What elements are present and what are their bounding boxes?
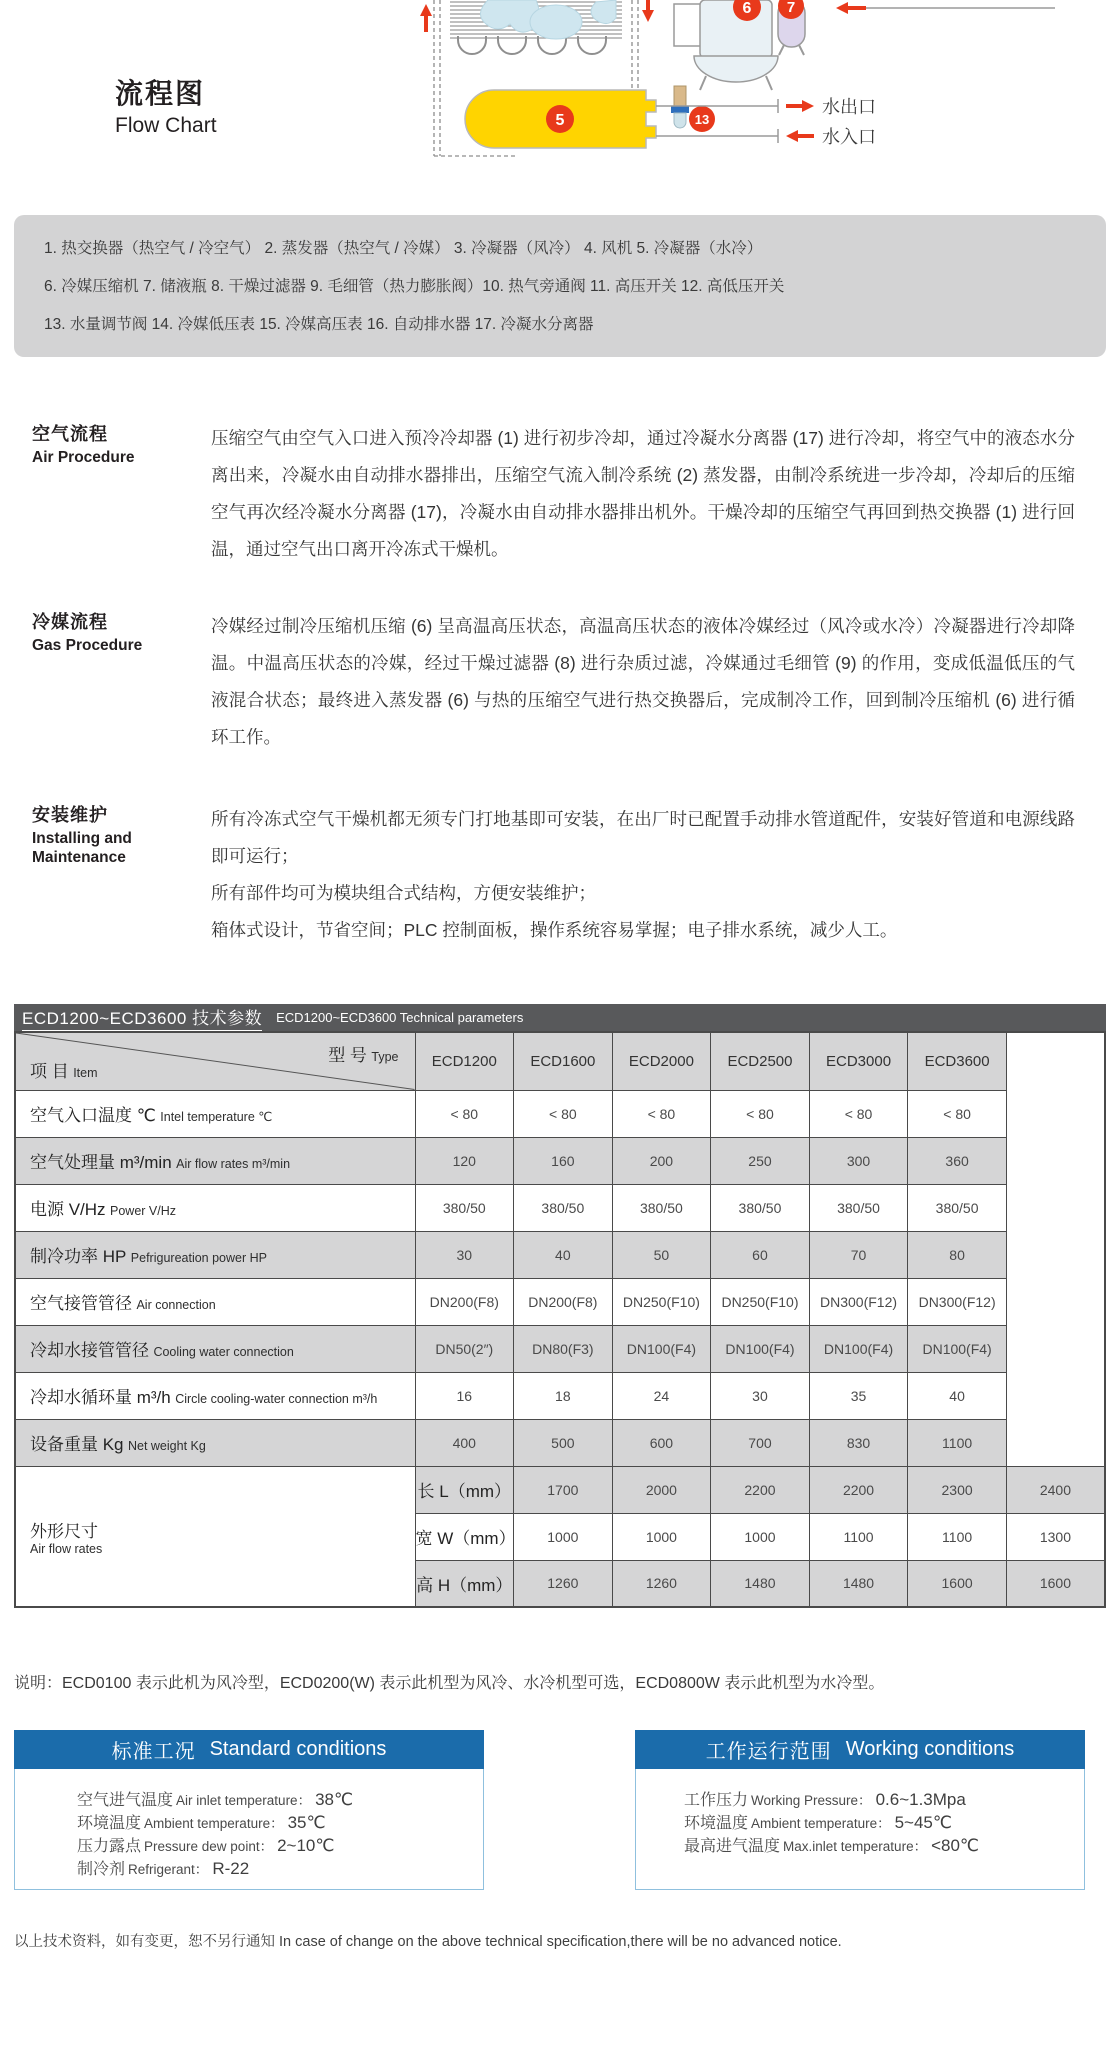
spec-cell: 40	[514, 1231, 613, 1278]
condition-line	[684, 1812, 1084, 1835]
flow-chart-title-cn: 流程图	[115, 78, 206, 109]
dim-row-label	[415, 1466, 514, 1513]
spec-cell: 380/50	[612, 1184, 711, 1231]
spec-cell: 1700	[514, 1466, 613, 1513]
dim-label-text: 长 L（mm）	[417, 1482, 512, 1501]
cond-value: <80℃	[931, 1836, 980, 1855]
condition-line	[684, 1835, 1084, 1858]
row-label-en: Net weight Kg	[127, 1439, 206, 1453]
row-label	[15, 1325, 415, 1372]
working-conditions-box	[635, 1730, 1085, 1890]
spec-cell: 1480	[711, 1560, 810, 1607]
spec-cell: DN250(F10)	[711, 1278, 810, 1325]
corner-type-en: Type	[371, 1050, 399, 1064]
row-label	[15, 1372, 415, 1419]
coil-u-tubes	[458, 36, 606, 54]
dims-group-en: Air flow rates	[30, 1541, 103, 1556]
cold-air-blobs	[480, 0, 616, 39]
section-body	[211, 420, 1075, 568]
legend-line: 1. 热交换器（热空气 / 冷空气） 2. 蒸发器（热空气 / 冷媒） 3. 冷凝器（风冷） 4. 风机 5. 冷凝器（水冷）	[44, 240, 763, 257]
section-body	[211, 608, 1075, 756]
table-title-bar	[14, 1004, 1106, 1031]
badge-13: 13	[694, 112, 710, 127]
cond-cn: 制冷剂	[77, 1861, 126, 1878]
spec-cell: 2300	[908, 1466, 1007, 1513]
standard-conditions-box	[14, 1730, 484, 1890]
row-label-en: Cooling water connection	[153, 1345, 294, 1359]
corner-item-en: Item	[73, 1065, 98, 1080]
spec-cell: DN50(2″)	[415, 1325, 514, 1372]
table-row	[15, 1372, 1105, 1419]
working-title-cn: 工作运行范围	[705, 1741, 832, 1763]
badge-5: 5	[555, 112, 565, 129]
spec-cell: 35	[809, 1372, 908, 1419]
standard-conditions-body	[14, 1769, 484, 1890]
spec-cell: 700	[711, 1419, 810, 1466]
section-title-en: Gas Procedure	[32, 637, 143, 654]
water-outlet-arrow	[786, 100, 814, 112]
flow-chart-title-en: Flow Chart	[115, 114, 217, 137]
spec-cell: 2200	[711, 1466, 810, 1513]
spec-cell: DN100(F4)	[908, 1325, 1007, 1372]
spec-cell: DN300(F12)	[809, 1278, 908, 1325]
spec-cell: 1100	[908, 1419, 1007, 1466]
table-row	[15, 1231, 1105, 1278]
section-paragraph: 箱体式设计，节省空间；PLC 控制面板，操作系统容易掌握；电子排水系统，减少人工。	[211, 920, 898, 940]
spec-cell: 380/50	[908, 1184, 1007, 1231]
corner-cell	[15, 1032, 415, 1090]
spec-cell: 60	[711, 1231, 810, 1278]
component-legend	[14, 215, 1106, 357]
condition-line	[77, 1812, 483, 1835]
row-label-cn: 电源 V/Hz	[30, 1200, 106, 1219]
row-label-cn: 制冷功率 HP	[30, 1247, 127, 1266]
spec-cell: 2200	[809, 1466, 908, 1513]
cond-value: 0.6~1.3Mpa	[875, 1790, 966, 1809]
row-label-en: Air connection	[136, 1298, 216, 1312]
cond-value: 2~10℃	[277, 1836, 335, 1855]
spec-cell: 400	[415, 1419, 514, 1466]
section-title-en: Air Procedure	[32, 449, 135, 466]
condition-line	[77, 1789, 483, 1812]
spec-cell: DN250(F10)	[612, 1278, 711, 1325]
spec-cell: 1000	[711, 1513, 810, 1560]
section-gas-procedure	[0, 608, 1120, 756]
row-label	[15, 1278, 415, 1325]
condition-line	[684, 1789, 1084, 1812]
table-title-en: ECD1200~ECD3600 Technical parameters	[276, 1010, 524, 1025]
flow-chart-area	[0, 0, 1120, 190]
row-label	[15, 1090, 415, 1137]
cond-value: 38℃	[315, 1790, 354, 1809]
standard-title-cn: 标准工况	[111, 1741, 196, 1763]
spec-cell: 1100	[908, 1513, 1007, 1560]
standard-conditions-header	[14, 1730, 484, 1769]
table-title-cn: ECD1200~ECD3600 技术参数	[22, 1004, 262, 1031]
spec-cell: 18	[514, 1372, 613, 1419]
row-label	[15, 1137, 415, 1184]
spec-cell: DN80(F3)	[514, 1325, 613, 1372]
row-label	[15, 1419, 415, 1466]
section-paragraph: 所有冷冻式空气干燥机都无须专门打地基即可安装，在出厂时已配置手动排水管道配件，安装好管道和电源线路即可运行；	[211, 809, 1075, 866]
corner-type	[328, 1041, 398, 1066]
spec-cell: 30	[415, 1231, 514, 1278]
flow-arrow-down	[642, 0, 654, 22]
section-air-procedure	[0, 420, 1120, 568]
water-inlet-label: 水入口	[822, 127, 876, 147]
spec-cell: 160	[514, 1137, 613, 1184]
spec-cell: 1000	[612, 1513, 711, 1560]
spec-cell: 1000	[514, 1513, 613, 1560]
cond-en: Air inlet temperature：	[176, 1793, 312, 1808]
spec-cell: 1260	[612, 1560, 711, 1607]
spec-cell: DN200(F8)	[415, 1278, 514, 1325]
cond-value: R-22	[212, 1859, 250, 1878]
model-header: ECD2500	[711, 1032, 810, 1090]
spec-cell: 250	[711, 1137, 810, 1184]
table-row	[15, 1466, 1105, 1513]
table-row	[15, 1137, 1105, 1184]
section-title-en: Installing and Maintenance	[32, 830, 132, 866]
cond-cn: 环境温度	[684, 1815, 749, 1832]
table-row	[15, 1325, 1105, 1372]
dimensions-group-cell	[15, 1466, 415, 1607]
spec-cell: 120	[415, 1137, 514, 1184]
row-label	[15, 1231, 415, 1278]
section-title-cn: 空气流程	[32, 424, 108, 444]
cond-cn: 空气进气温度	[77, 1792, 174, 1809]
cond-en: Max.inlet temperature：	[783, 1839, 928, 1854]
spec-cell: 1480	[809, 1560, 908, 1607]
spec-cell: 50	[612, 1231, 711, 1278]
section-paragraph: 冷媒经过制冷压缩机压缩 (6) 呈高温高压状态，高温高压状态的液体冷媒经过（风冷或水冷）冷凝器进行冷却降温。中温高压状态的冷媒，经过干燥过滤器 (8) 进行杂质过滤，冷媒通过毛细管 (9) 的作用，变成低温低压的气液混合状态；最终进入蒸发器 (6) 与热的压缩空气进行热交换器后，完成制冷工作，回到制冷压缩机 (6) 进行循环工作。	[211, 616, 1075, 747]
legend-line: 6. 冷媒压缩机 7. 储液瓶 8. 干燥过滤器 9. 毛细管（热力膨胀阀）10. 热气旁通阀 11. 高压开关 12. 高低压开关	[44, 278, 785, 295]
badge-6: 6	[742, 0, 752, 17]
spec-cell: < 80	[514, 1090, 613, 1137]
cond-cn: 最高进气温度	[684, 1838, 781, 1855]
cond-en: Ambient temperature：	[144, 1816, 284, 1831]
table-row	[15, 1090, 1105, 1137]
section-paragraph: 压缩空气由空气入口进入预冷冷却器 (1) 进行初步冷却，通过冷凝水分离器 (17) 进行冷却，将空气中的液态水分离出来，冷凝水由自动排水器排出，压缩空气流入制冷系统 (2) 蒸发器，由制冷系统进一步冷却，冷却后的压缩空气再次经冷凝水分离器 (17)，冷凝水由自动排水器排出机外。干燥冷却的压缩空气再回到热交换器 (1) 进行回温，通过空气出口离开冷冻式干燥机。	[211, 428, 1075, 559]
dim-row-label	[415, 1513, 514, 1560]
model-note: 说明：ECD0100 表示此机为风冷型，ECD0200(W) 表示此机型为风冷、水冷机型可选，ECD0800W 表示此机型为水冷型。	[14, 1675, 885, 1692]
spec-cell: DN300(F12)	[908, 1278, 1007, 1325]
spec-cell: 1600	[908, 1560, 1007, 1607]
legend-line: 13. 水量调节阀 14. 冷媒低压表 15. 冷媒高压表 16. 自动排水器 17. 冷凝水分离器	[44, 316, 594, 333]
spec-cell: DN100(F4)	[612, 1325, 711, 1372]
spec-cell: 380/50	[711, 1184, 810, 1231]
water-inlet-arrow	[786, 130, 814, 142]
row-label-cn: 空气接管管径	[30, 1294, 132, 1313]
row-label-cn: 空气处理量 m³/min	[30, 1153, 172, 1172]
flow-arrow-left-top	[836, 2, 866, 14]
spec-cell: 1260	[514, 1560, 613, 1607]
spec-cell: 380/50	[809, 1184, 908, 1231]
working-conditions-header	[635, 1730, 1085, 1769]
corner-item	[30, 1057, 98, 1082]
spec-cell: 80	[908, 1231, 1007, 1278]
spec-cell: 300	[809, 1137, 908, 1184]
row-label-en: Air flow rates m³/min	[176, 1157, 291, 1171]
spec-cell: 24	[612, 1372, 711, 1419]
spec-cell: < 80	[908, 1090, 1007, 1137]
spec-cell: 600	[612, 1419, 711, 1466]
spec-cell: 70	[809, 1231, 908, 1278]
spec-cell: 830	[809, 1419, 908, 1466]
spec-cell: DN100(F4)	[711, 1325, 810, 1372]
table-row	[15, 1278, 1105, 1325]
cond-en: Ambient temperature：	[751, 1816, 891, 1831]
spec-cell: 500	[514, 1419, 613, 1466]
badge-7: 7	[786, 0, 796, 16]
row-label-cn: 设备重量 Kg	[30, 1435, 124, 1454]
spec-cell: 380/50	[514, 1184, 613, 1231]
water-valve	[671, 86, 689, 128]
section-label	[0, 420, 211, 568]
table-row	[15, 1184, 1105, 1231]
section-label	[0, 608, 211, 756]
spec-cell: 16	[415, 1372, 514, 1419]
disclaimer-footer: 以上技术资料，如有变更，恕不另行通知 In case of change on the above technical specification,there will be no advanced notice.	[14, 1934, 842, 1950]
cond-value: 35℃	[287, 1813, 326, 1832]
model-header: ECD1600	[514, 1032, 613, 1090]
condition-line	[77, 1835, 483, 1858]
model-header: ECD2000	[612, 1032, 711, 1090]
spec-cell: DN100(F4)	[809, 1325, 908, 1372]
model-header: ECD3000	[809, 1032, 908, 1090]
spec-cell: 1100	[809, 1513, 908, 1560]
section-title-cn: 安装维护	[32, 805, 108, 825]
spec-cell: < 80	[711, 1090, 810, 1137]
row-label-en: Circle cooling-water connection m³/h	[175, 1392, 378, 1406]
corner-item-cn: 项 目	[30, 1061, 69, 1081]
spec-cell: 2000	[612, 1466, 711, 1513]
section-installing-maintenance	[0, 801, 1120, 949]
condition-boxes	[0, 1730, 1120, 1890]
corner-type-cn: 型 号	[328, 1046, 367, 1065]
spec-cell: 2400	[1006, 1466, 1105, 1513]
row-label-en: Intel temperature ℃	[160, 1110, 273, 1124]
row-label-cn: 冷却水接管管径	[30, 1341, 149, 1360]
spec-cell: < 80	[415, 1090, 514, 1137]
cond-en: Refrigerant：	[128, 1862, 209, 1877]
water-outlet-label: 水出口	[822, 97, 876, 117]
dim-row-label	[415, 1560, 514, 1607]
dim-label-text: 宽 W（mm）	[415, 1529, 516, 1548]
condition-line	[77, 1858, 483, 1881]
dims-group-cn: 外形尺寸	[30, 1521, 98, 1541]
cond-value: 5~45℃	[894, 1813, 952, 1832]
section-label	[0, 801, 211, 949]
spec-cell: 1600	[1006, 1560, 1105, 1607]
working-title-en: Working conditions	[845, 1738, 1015, 1760]
flow-chart-title	[115, 72, 217, 138]
row-label-cn: 冷却水循环量 m³/h	[30, 1388, 171, 1407]
cond-cn: 环境温度	[77, 1815, 142, 1832]
section-body	[211, 801, 1075, 949]
section-paragraph: 所有部件均可为模块组合式结构，方便安装维护；	[211, 883, 596, 903]
dim-label-text: 高 H（mm）	[416, 1575, 513, 1595]
spec-cell: 200	[612, 1137, 711, 1184]
spec-cell: 360	[908, 1137, 1007, 1184]
spec-cell: 30	[711, 1372, 810, 1419]
model-header: ECD3600	[908, 1032, 1007, 1090]
cond-cn: 工作压力	[684, 1792, 749, 1809]
row-label-cn: 空气入口温度 ℃	[30, 1106, 156, 1125]
cond-cn: 压力露点	[77, 1838, 142, 1855]
working-conditions-body	[635, 1769, 1085, 1890]
procedure-sections	[0, 420, 1120, 949]
row-label-en: Pefrigureation power HP	[130, 1251, 267, 1265]
technical-parameters-table	[14, 1031, 1106, 1608]
section-title-cn: 冷媒流程	[32, 612, 108, 632]
cond-en: Working Pressure：	[751, 1793, 872, 1808]
standard-title-en: Standard conditions	[209, 1738, 387, 1760]
table-row	[15, 1419, 1105, 1466]
cond-en: Pressure dew point：	[144, 1839, 274, 1854]
spec-cell: 380/50	[415, 1184, 514, 1231]
spec-cell: < 80	[809, 1090, 908, 1137]
row-label-en: Power V/Hz	[110, 1204, 177, 1218]
model-header: ECD1200	[415, 1032, 514, 1090]
spec-cell: 40	[908, 1372, 1007, 1419]
flow-arrow-up	[420, 4, 432, 32]
row-label	[15, 1184, 415, 1231]
spec-cell: < 80	[612, 1090, 711, 1137]
spec-cell: DN200(F8)	[514, 1278, 613, 1325]
spec-cell: 1300	[1006, 1513, 1105, 1560]
table-header-row	[15, 1032, 1105, 1090]
